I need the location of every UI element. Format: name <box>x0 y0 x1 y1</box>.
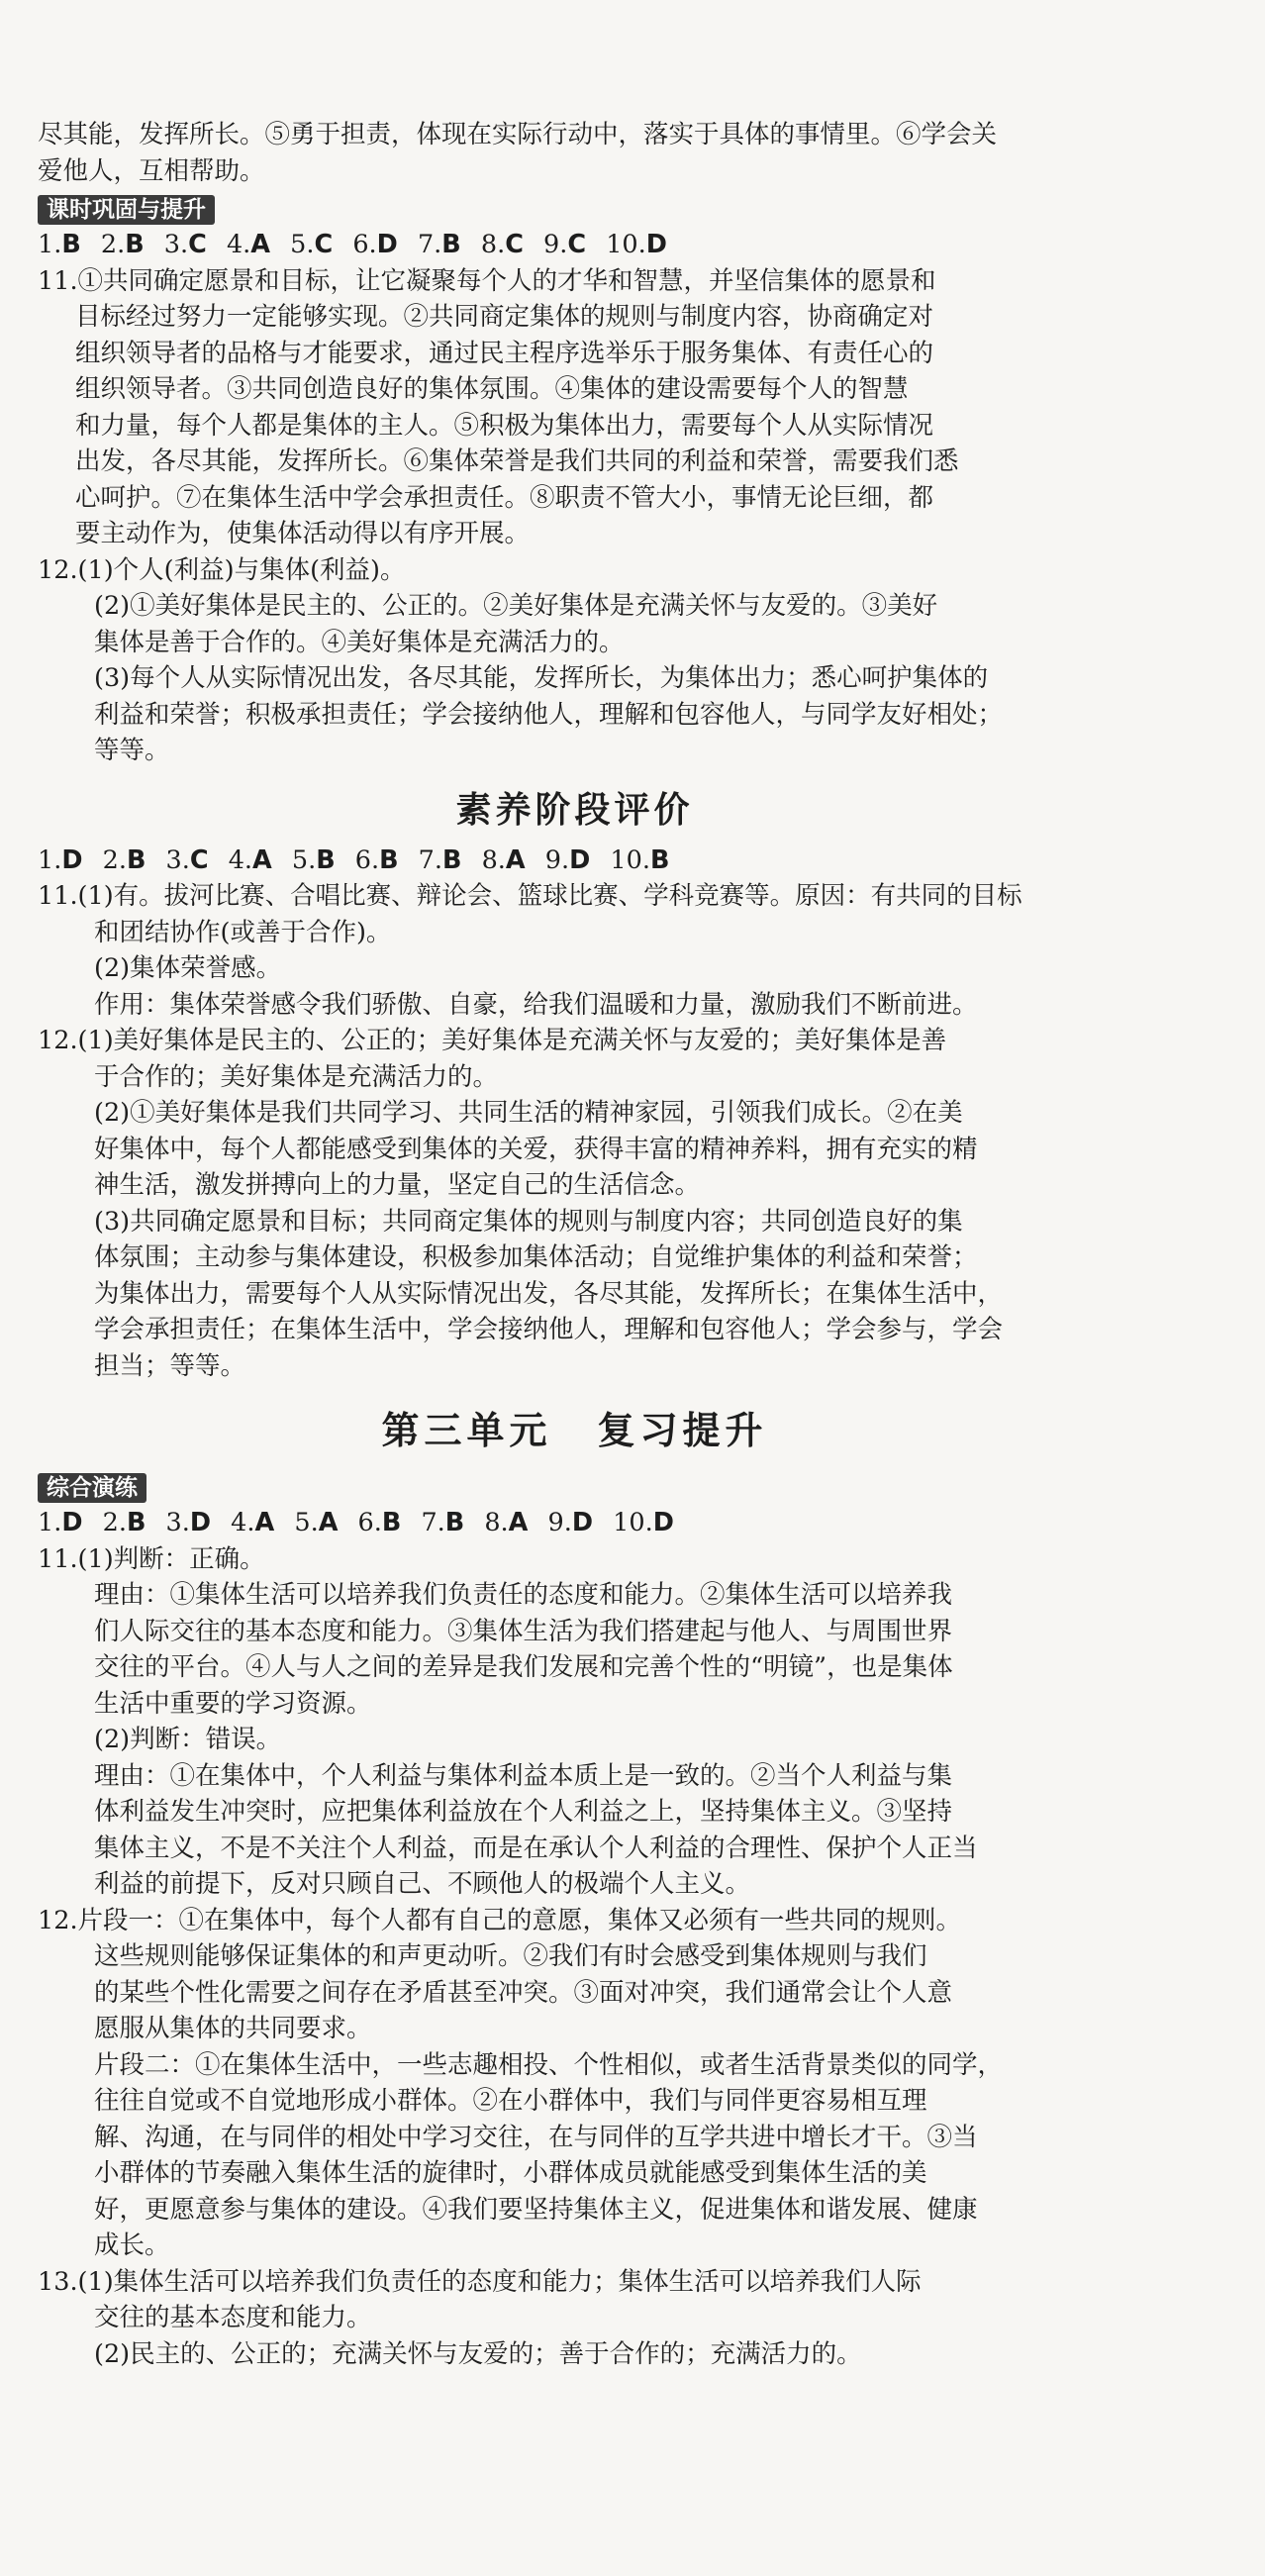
text-line: 组织领导者。③共同创造良好的集体氛围。④集体的建设需要每个人的智慧 <box>75 374 909 404</box>
text-line: 交往的平台。④人与人之间的差异是我们发展和完善个性的“明镜”，也是集体 <box>94 1652 953 1682</box>
choice-answer: 2.B <box>102 844 146 875</box>
text-line: 组织领导者的品格与才能要求，通过民主程序选举乐于服务集体、有责任心的 <box>75 338 934 368</box>
text-line: 11.①共同确定愿景和目标，让它凝聚每个人的才华和智慧，并坚信集体的愿景和 <box>38 265 936 296</box>
question-11-answer <box>38 263 1052 552</box>
choice-answer: 2.B <box>100 230 145 259</box>
choice-answer: 5.C <box>290 230 334 259</box>
text-line: 片段二：①在集体生活中，一些志趣相投、个性相似，或者生活背景类似的同学， <box>94 2049 1004 2080</box>
choice-answer: 9.C <box>543 230 587 259</box>
question-12-answer <box>38 552 1052 769</box>
text-line: 学会承担责任；在集体生活中，学会接纳他人，理解和包容他人；学会参与，学会 <box>94 1315 1004 1344</box>
text-line: (2)判断：错误。 <box>94 1725 282 1754</box>
text-line: 12.(1)个人(利益)与集体(利益)。 <box>38 554 406 585</box>
choice-answer: 10.B <box>610 844 670 875</box>
choice-answer: 3.D <box>165 1508 212 1537</box>
text-line: 好集体中，每个人都能感受到集体的关爱，获得丰富的精神养料，拥有充实的精 <box>94 1134 978 1164</box>
text-line: 利益和荣誉；积极承担责任；学会接纳他人，理解和包容他人，与同学友好相处； <box>94 699 1004 730</box>
choice-answer: 10.D <box>613 1508 674 1537</box>
text-line: 体利益发生冲突时，应把集体利益放在个人利益之上，坚持集体主义。③坚持 <box>94 1797 953 1827</box>
section-tag-row <box>38 191 1052 227</box>
choice-answers <box>38 842 1052 879</box>
choice-answer: 6.D <box>352 230 398 259</box>
choice-answer: 1.D <box>38 844 83 875</box>
text-line: 和力量，每个人都是集体的主人。⑤积极为集体出力，需要每个人从实际情况 <box>75 410 934 441</box>
question-13-answer <box>38 2264 1052 2373</box>
text-line: 理由：①在集体中，个人利益与集体利益本质上是一致的。②当个人利益与集 <box>94 1760 953 1791</box>
choice-answer: 7.B <box>421 1508 465 1537</box>
text-line: 尽其能，发挥所长。⑤勇于担责，体现在实际行动中，落实于具体的事情里。⑥学会关 <box>38 120 998 149</box>
question-11-answer <box>38 1541 1052 1903</box>
text-line: 体氛围；主动参与集体建设，积极参加集体活动；自觉维护集体的利益和荣誉； <box>94 1242 978 1272</box>
text-line: (3)每个人从实际情况出发，各尽其能，发挥所长，为集体出力；悉心呵护集体的 <box>94 663 989 693</box>
text-line: 集体主义，不是不关注个人利益，而是在承认个人利益的合理性、保护个人正当 <box>94 1833 978 1863</box>
text-line: 作用：集体荣誉感令我们骄傲、自豪，给我们温暖和力量，激励我们不断前进。 <box>94 989 978 1020</box>
text-line: 往往自觉或不自觉地形成小群体。②在小群体中，我们与同伴更容易相互理 <box>94 2086 927 2116</box>
text-line: 成长。 <box>94 2230 170 2260</box>
section-tag-comprehensive: 综合演练 <box>38 1473 146 1503</box>
text-line: 11.(1)判断：正确。 <box>38 1543 265 1574</box>
choice-answer: 2.B <box>102 1508 146 1537</box>
question-11-answer <box>38 878 1052 1023</box>
text-line: 12.片段一：①在集体中，每个人都有自己的意愿，集体又必须有一些共同的规则。 <box>38 1905 962 1935</box>
text-line: (3)共同确定愿景和目标；共同商定集体的规则与制度内容；共同创造良好的集 <box>94 1206 963 1237</box>
unit-heading-left: 第三单元 <box>381 1408 552 1452</box>
text-line: 们人际交往的基本态度和能力。③集体生活为我们搭建起与他人、与周围世界 <box>94 1616 953 1646</box>
section-tag-row <box>38 1469 1052 1505</box>
section-tag-practice: 课时巩固与提升 <box>38 195 215 225</box>
text-line: 愿服从集体的共同要求。 <box>94 2014 372 2043</box>
text-line: (2)①美好集体是民主的、公正的。②美好集体是充满关怀与友爱的。③美好 <box>94 591 938 621</box>
text-line: 等等。 <box>94 736 170 765</box>
question-12-answer <box>38 1903 1052 2264</box>
text-line: (2)民主的、公正的；充满关怀与友爱的；善于合作的；充满活力的。 <box>94 2338 862 2369</box>
choice-answers <box>38 1505 1052 1541</box>
question-12-answer <box>38 1023 1052 1384</box>
choice-answer: 9.D <box>544 844 591 875</box>
text-line: 交往的基本态度和能力。 <box>94 2303 372 2332</box>
text-line: 好，更愿意参与集体的建设。④我们要坚持集体主义，促进集体和谐发展、健康 <box>94 2194 978 2225</box>
choice-answer: 4.A <box>228 844 272 875</box>
text-line: 11.(1)有。拔河比赛、合唱比赛、辩论会、篮球比赛、学科竞赛等。原因：有共同的目标 <box>38 881 1022 911</box>
text-line: (2)①美好集体是我们共同学习、共同生活的精神家园，引领我们成长。②在美 <box>94 1098 963 1128</box>
text-line: 12.(1)美好集体是民主的、公正的；美好集体是充满关怀与友爱的；美好集体是善 <box>38 1026 947 1055</box>
unit-heading <box>38 1394 1052 1467</box>
choice-answer: 1.D <box>38 1508 83 1537</box>
choice-answer: 6.B <box>354 844 399 875</box>
choice-answers <box>38 227 1052 263</box>
text-line: 目标经过努力一定能够实现。②共同商定集体的规则与制度内容，协商确定对 <box>75 302 934 332</box>
text-line: 心呵护。⑦在集体生活中学会承担责任。⑧职责不管大小，事情无论巨细，都 <box>75 482 934 513</box>
text-line: 出发，各尽其能，发挥所长。⑥集体荣誉是我们共同的利益和荣誉，需要我们悉 <box>75 446 959 476</box>
text-line: 要主动作为，使集体活动得以有序开展。 <box>75 519 531 548</box>
unit-heading-right: 复习提升 <box>597 1408 768 1452</box>
text-line: 和团结协作(或善于合作)。 <box>94 917 392 947</box>
choice-answer: 7.B <box>418 844 462 875</box>
choice-answer: 3.C <box>163 230 207 259</box>
choice-answer: 8.C <box>480 230 524 259</box>
intro-block <box>38 117 1052 189</box>
choice-answer: 4.A <box>231 1508 275 1537</box>
text-line: 爱他人，互相帮助。 <box>38 155 265 186</box>
choice-answer: 8.A <box>484 1508 529 1537</box>
text-line: 理由：①集体生活可以培养我们负责任的态度和能力。②集体生活可以培养我 <box>94 1580 953 1610</box>
text-line: 小群体的节奏融入集体生活的旋律时，小群体成员就能感受到集体生活的美 <box>94 2158 927 2188</box>
text-line: 集体是善于合作的。④美好集体是充满活力的。 <box>94 627 625 657</box>
text-line: 的某些个性化需要之间存在矛盾甚至冲突。③面对冲突，我们通常会让个人意 <box>94 1977 953 2008</box>
choice-answer: 8.A <box>481 844 526 875</box>
text-line: 生活中重要的学习资源。 <box>94 1688 372 1719</box>
choice-answer: 5.A <box>294 1508 339 1537</box>
section-heading-evaluation: 素养阶段评价 <box>455 788 694 831</box>
choice-answer: 9.D <box>547 1508 594 1537</box>
choice-answer: 3.C <box>165 844 209 875</box>
text-line: 为集体出力，需要每个人从实际情况出发，各尽其能，发挥所长；在集体生活中， <box>94 1278 1004 1309</box>
choice-answer: 1.B <box>38 230 81 259</box>
choice-answer: 5.B <box>291 844 336 875</box>
choice-answer: 4.A <box>226 230 271 259</box>
choice-answer: 10.D <box>606 230 667 259</box>
choice-answer: 7.B <box>417 230 461 259</box>
text-line: 13.(1)集体生活可以培养我们负责任的态度和能力；集体生活可以培养我们人际 <box>38 2266 922 2297</box>
text-line: 这些规则能够保证集体的和声更动听。②我们有时会感受到集体规则与我们 <box>94 1941 927 1971</box>
text-line: (2)集体荣誉感。 <box>94 953 282 983</box>
text-line: 解、沟通，在与同伴的相处中学习交往，在与同伴的互学共进中增长才干。③当 <box>94 2122 978 2152</box>
text-line: 担当；等等。 <box>94 1350 246 1381</box>
text-line: 神生活，激发拼搏向上的力量，坚定自己的生活信念。 <box>94 1170 701 1200</box>
text-line: 于合作的；美好集体是充满活力的。 <box>94 1061 499 1092</box>
choice-answer: 6.B <box>357 1508 402 1537</box>
text-line: 利益的前提下，反对只顾自己、不顾他人的极端个人主义。 <box>94 1869 751 1899</box>
